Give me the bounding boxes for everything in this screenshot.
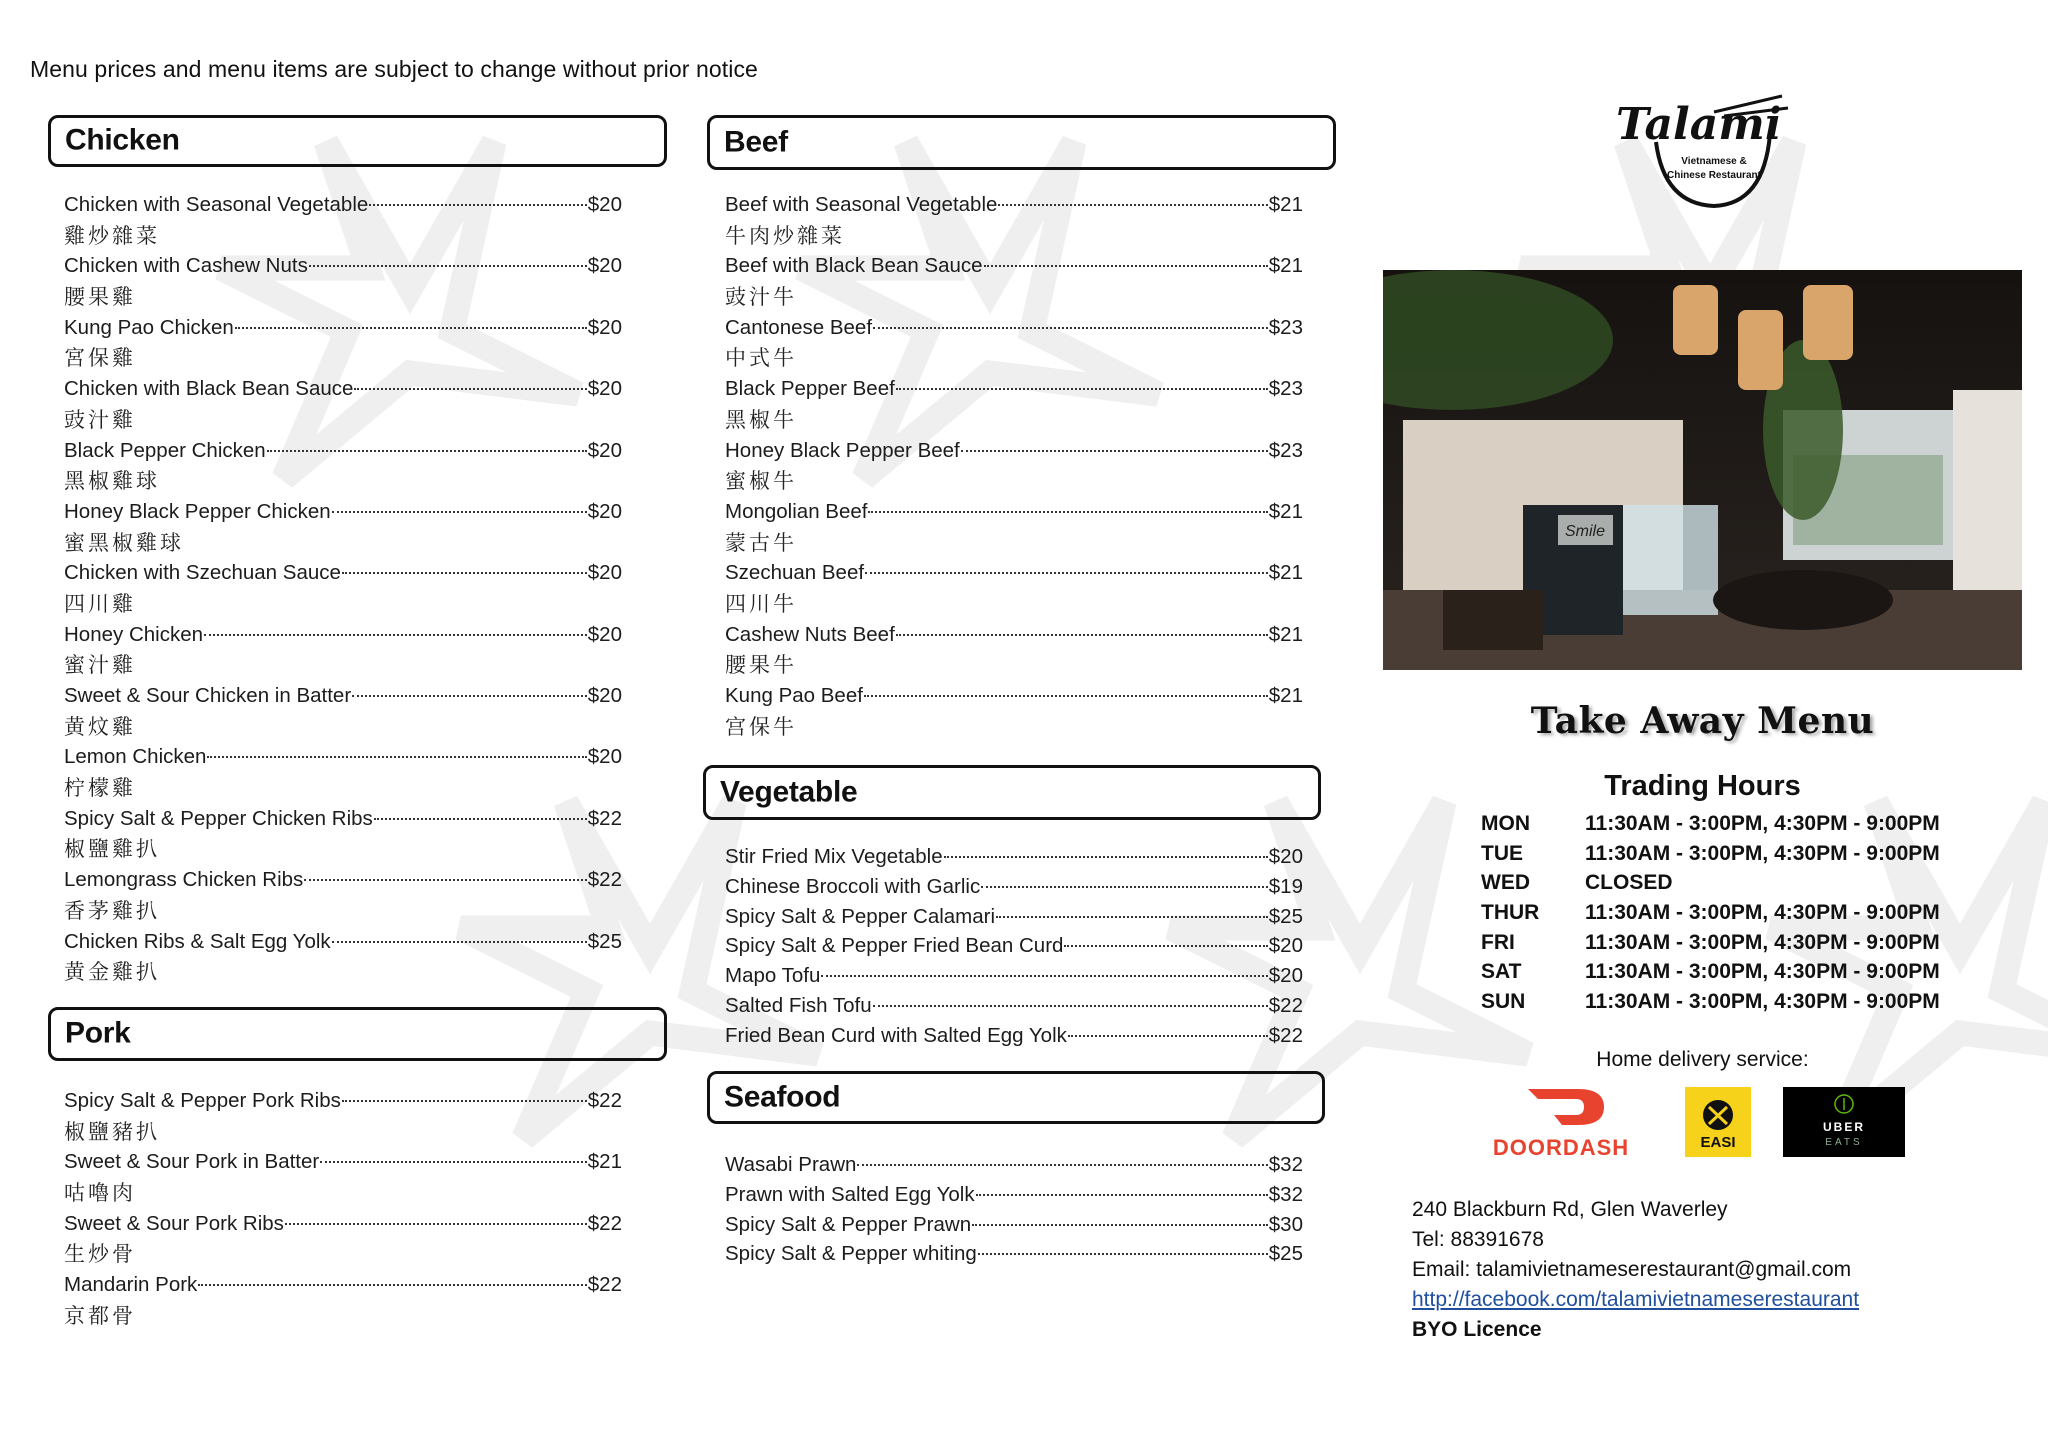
menu-item-row xyxy=(725,931,1303,961)
dot-leader xyxy=(981,885,1268,888)
dot-leader xyxy=(285,1222,587,1225)
menu-item xyxy=(64,742,622,803)
dot-leader xyxy=(204,633,587,636)
restaurant-interior-photo xyxy=(1383,270,2022,670)
menu-item xyxy=(725,1239,1303,1269)
menu-item xyxy=(725,190,1303,251)
item-price: $20 xyxy=(587,315,622,339)
menu-item-row xyxy=(725,620,1303,651)
item-name: Black Pepper Beef xyxy=(725,377,895,401)
dot-leader xyxy=(865,571,1268,574)
item-chinese-name: 四川雞 xyxy=(64,591,136,616)
item-price: $20 xyxy=(587,193,622,216)
menu-item xyxy=(725,931,1303,961)
svg-text:Smile: Smile xyxy=(1564,523,1606,540)
address: 240 Blackburn Rd, Glen Waverley xyxy=(1412,1198,1728,1221)
chicken-item-list xyxy=(64,190,622,988)
dot-leader xyxy=(896,633,1268,636)
item-chinese-name: 腰果牛 xyxy=(725,653,797,678)
uber-eats-icon xyxy=(1783,1087,1905,1157)
item-chinese-name: 香茅雞扒 xyxy=(64,898,160,923)
section-header-seafood xyxy=(707,1071,1325,1124)
take-away-menu-title: Take Away Menu xyxy=(1530,700,1875,742)
item-name: Lemongrass Chicken Ribs xyxy=(64,868,304,892)
pork-item-list xyxy=(64,1086,622,1332)
dot-leader xyxy=(198,1283,586,1286)
menu-item-row xyxy=(725,872,1303,902)
menu-item-row xyxy=(64,190,622,221)
item-price: $23 xyxy=(1268,438,1303,462)
item-price: $25 xyxy=(1268,904,1303,928)
item-name: Honey Black Pepper Beef xyxy=(725,438,960,462)
dot-leader xyxy=(304,878,587,881)
price-change-notice: Menu prices and menu items are subject to change without prior notice xyxy=(30,56,758,82)
menu-item xyxy=(725,313,1303,374)
item-price: $21 xyxy=(587,1150,622,1174)
item-price: $21 xyxy=(1268,561,1303,585)
menu-item-row xyxy=(64,1270,622,1301)
item-chinese-name: 黄炆雞 xyxy=(64,714,136,739)
item-price: $22 xyxy=(587,1273,622,1297)
menu-item-row xyxy=(725,1021,1303,1051)
item-chinese-name: 雞炒雜菜 xyxy=(64,223,160,248)
item-price: $20 xyxy=(587,254,622,278)
section-title: Seafood xyxy=(724,1079,841,1113)
hours-row-sat xyxy=(1481,957,1940,987)
item-name: Stir Fried Mix Vegetable xyxy=(725,845,943,868)
menu-item xyxy=(725,436,1303,497)
menu-item xyxy=(725,497,1303,558)
menu-item-row xyxy=(64,1209,622,1240)
item-chinese-name: 蒙古牛 xyxy=(725,530,797,555)
item-name: Sweet & Sour Chicken in Batter xyxy=(64,684,352,707)
item-name: Mandarin Pork xyxy=(64,1273,198,1297)
menu-item xyxy=(725,558,1303,619)
item-name: Sweet & Sour Pork in Batter xyxy=(64,1150,320,1174)
menu-item-row xyxy=(725,902,1303,932)
hours-value: 11:30AM - 3:00PM, 4:30PM - 9:00PM xyxy=(1585,901,1940,925)
item-chinese-name: 蜜汁雞 xyxy=(64,653,136,678)
dot-leader xyxy=(369,203,586,206)
talami-logo xyxy=(1604,94,1790,210)
dot-leader xyxy=(996,915,1268,918)
item-price: $32 xyxy=(1268,1182,1303,1206)
menu-item xyxy=(64,1147,622,1208)
item-name: Chicken Ribs & Salt Egg Yolk xyxy=(64,929,331,953)
doordash-logo[interactable] xyxy=(1486,1087,1636,1159)
menu-item xyxy=(725,842,1303,872)
item-price: $21 xyxy=(1268,684,1303,707)
dot-leader xyxy=(235,326,587,329)
item-name: Chicken with Seasonal Vegetable xyxy=(64,193,369,216)
menu-item xyxy=(725,1150,1303,1180)
section-title: Pork xyxy=(65,1016,131,1050)
day-label: SAT xyxy=(1481,960,1522,984)
item-price: $19 xyxy=(1268,874,1303,898)
item-price: $21 xyxy=(1268,193,1303,216)
dot-leader xyxy=(342,1099,587,1102)
item-chinese-name: 咕嚕肉 xyxy=(64,1181,136,1206)
menu-item-row xyxy=(64,1147,622,1178)
item-chinese-name: 蜜椒牛 xyxy=(725,469,797,494)
item-name: Kung Pao Beef xyxy=(725,684,863,707)
item-price: $20 xyxy=(587,622,622,646)
menu-item xyxy=(725,1210,1303,1240)
item-name: Kung Pao Chicken xyxy=(64,315,234,339)
item-chinese-name: 柠檬雞 xyxy=(64,776,136,801)
item-price: $22 xyxy=(587,1211,622,1235)
menu-item-row xyxy=(725,190,1303,221)
hours-value: 11:30AM - 3:00PM, 4:30PM - 9:00PM xyxy=(1585,812,1940,835)
menu-item-row xyxy=(725,1239,1303,1269)
menu-item-row xyxy=(725,251,1303,282)
menu-item-row xyxy=(725,497,1303,528)
item-name: Spicy Salt & Pepper Prawn xyxy=(725,1212,972,1236)
menu-item xyxy=(725,681,1303,742)
section-header-vegetable xyxy=(703,765,1321,820)
item-price: $21 xyxy=(1268,499,1303,523)
item-name: Honey Black Pepper Chicken xyxy=(64,499,331,523)
item-name: Fried Bean Curd with Salted Egg Yolk xyxy=(725,1023,1067,1047)
section-header-beef xyxy=(707,115,1336,170)
menu-item xyxy=(64,436,622,497)
item-price: $30 xyxy=(1268,1212,1303,1236)
menu-item-row xyxy=(725,681,1303,712)
menu-item xyxy=(725,374,1303,435)
item-price: $20 xyxy=(1268,934,1303,958)
menu-item xyxy=(64,1270,622,1331)
item-price: $22 xyxy=(1268,1023,1303,1047)
hours-row-fri xyxy=(1481,928,1940,958)
item-chinese-name: 宮保雞 xyxy=(64,346,136,371)
menu-item-row xyxy=(725,842,1303,872)
svg-text:UBER: UBER xyxy=(1822,1120,1866,1134)
menu-item xyxy=(64,804,622,865)
item-name: Lemon Chicken xyxy=(64,745,207,769)
item-name: Chicken with Black Bean Sauce xyxy=(64,377,354,401)
item-name: Cantonese Beef xyxy=(725,315,873,339)
menu-item xyxy=(64,1209,622,1270)
item-name: Chicken with Cashew Nuts xyxy=(64,254,308,278)
dot-leader xyxy=(320,1160,587,1163)
menu-item xyxy=(64,681,622,742)
menu-item xyxy=(725,991,1303,1021)
easi-icon xyxy=(1685,1087,1751,1157)
menu-item xyxy=(64,251,622,312)
menu-item-row xyxy=(64,374,622,405)
item-chinese-name: 腰果雞 xyxy=(64,285,136,310)
item-name: Honey Chicken xyxy=(64,622,204,646)
seafood-item-list xyxy=(725,1150,1303,1269)
dot-leader xyxy=(1068,1034,1268,1037)
item-name: Spicy Salt & Pepper Fried Bean Curd xyxy=(725,934,1064,958)
dot-leader xyxy=(978,1252,1268,1255)
dot-leader xyxy=(998,203,1267,206)
day-label: TUE xyxy=(1481,841,1523,865)
menu-item-row xyxy=(64,620,622,651)
item-chinese-name: 中式牛 xyxy=(725,346,797,371)
item-name: Mongolian Beef xyxy=(725,499,868,523)
item-chinese-name: 宫保牛 xyxy=(725,714,797,739)
item-chinese-name: 生炒骨 xyxy=(64,1242,136,1267)
svg-text:Chinese Restaurant: Chinese Restaurant xyxy=(1667,170,1761,181)
svg-text:EATS: EATS xyxy=(1825,1137,1863,1148)
item-name: Spicy Salt & Pepper whiting xyxy=(725,1242,977,1266)
item-price: $20 xyxy=(1268,845,1303,868)
menu-item-row xyxy=(64,558,622,589)
trading-hours-table xyxy=(1481,809,1940,1017)
menu-item xyxy=(725,1021,1303,1051)
item-price: $21 xyxy=(1268,254,1303,278)
trading-hours-title: Trading Hours xyxy=(1604,770,1801,802)
item-name: Prawn with Salted Egg Yolk xyxy=(725,1182,975,1206)
menu-item-row xyxy=(64,681,622,712)
menu-item-row xyxy=(725,1180,1303,1210)
item-price: $22 xyxy=(587,806,622,830)
menu-item-row xyxy=(725,436,1303,467)
dot-leader xyxy=(374,817,587,820)
menu-item xyxy=(725,620,1303,681)
dot-leader xyxy=(207,755,586,758)
dot-leader xyxy=(944,855,1268,858)
contact-info xyxy=(1412,1195,1859,1345)
vegetable-item-list xyxy=(725,842,1303,1051)
menu-item-row xyxy=(64,436,622,467)
menu-item-row xyxy=(64,865,622,896)
item-price: $20 xyxy=(587,377,622,401)
dot-leader xyxy=(267,449,587,452)
dot-leader xyxy=(857,1163,1267,1166)
item-price: $20 xyxy=(587,684,622,707)
menu-item-row xyxy=(64,1086,622,1117)
hours-value: CLOSED xyxy=(1585,871,1673,895)
section-title: Chicken xyxy=(65,123,180,157)
dot-leader xyxy=(984,264,1268,267)
item-name: Black Pepper Chicken xyxy=(64,438,266,462)
item-name: Salted Fish Tofu xyxy=(725,993,872,1017)
menu-item-row xyxy=(725,1210,1303,1240)
menu-item xyxy=(64,927,622,988)
item-chinese-name: 四川牛 xyxy=(725,591,797,616)
menu-item xyxy=(725,251,1303,312)
menu-item-row xyxy=(725,961,1303,991)
dot-leader xyxy=(309,264,587,267)
hours-row-mon xyxy=(1481,809,1940,839)
svg-text:DOORDASH: DOORDASH xyxy=(1492,1135,1630,1159)
item-chinese-name: 椒鹽豬扒 xyxy=(64,1119,160,1144)
item-chinese-name: 黑椒雞球 xyxy=(64,469,160,494)
menu-item-row xyxy=(64,313,622,344)
item-name: Szechuan Beef xyxy=(725,561,865,585)
day-label: MON xyxy=(1481,812,1530,835)
dot-leader xyxy=(332,510,587,513)
item-name: Spicy Salt & Pepper Chicken Ribs xyxy=(64,806,373,830)
dot-leader xyxy=(976,1193,1268,1196)
item-name: Spicy Salt & Pepper Calamari xyxy=(725,904,996,928)
day-label: FRI xyxy=(1481,930,1515,954)
item-price: $23 xyxy=(1268,315,1303,339)
menu-item xyxy=(64,620,622,681)
dot-leader xyxy=(354,387,586,390)
item-name: Sweet & Sour Pork Ribs xyxy=(64,1211,284,1235)
item-price: $22 xyxy=(1268,993,1303,1017)
item-chinese-name: 椒鹽雞扒 xyxy=(64,837,160,862)
item-price: $20 xyxy=(587,438,622,462)
dot-leader xyxy=(873,1004,1268,1007)
section-header-pork xyxy=(48,1007,667,1061)
dot-leader xyxy=(1064,944,1267,947)
menu-item xyxy=(64,1086,622,1147)
menu-item-row xyxy=(64,927,622,958)
item-price: $25 xyxy=(1268,1242,1303,1266)
day-label: WED xyxy=(1481,871,1530,895)
menu-item-row xyxy=(64,742,622,773)
hours-value: 11:30AM - 3:00PM, 4:30PM - 9:00PM xyxy=(1585,990,1940,1014)
day-label: THUR xyxy=(1481,901,1540,925)
item-chinese-name: 蜜黑椒雞球 xyxy=(64,530,184,555)
item-price: $20 xyxy=(587,499,622,523)
hours-row-thur xyxy=(1481,898,1940,928)
item-price: $22 xyxy=(587,1089,622,1112)
menu-item-row xyxy=(64,251,622,282)
dot-leader xyxy=(821,974,1267,977)
item-price: $32 xyxy=(1268,1153,1303,1176)
section-header-chicken xyxy=(48,115,667,167)
menu-item-row xyxy=(725,374,1303,405)
menu-item xyxy=(725,961,1303,991)
hours-value: 11:30AM - 3:00PM, 4:30PM - 9:00PM xyxy=(1585,841,1940,865)
svg-text:Vietnamese &: Vietnamese & xyxy=(1681,156,1747,167)
email: Email: talamivietnameserestaurant@gmail.com xyxy=(1412,1258,1852,1281)
telephone: Tel: 88391678 xyxy=(1412,1228,1544,1251)
uber-eats-logo[interactable] xyxy=(1783,1087,1905,1157)
item-price: $20 xyxy=(587,561,622,585)
item-name: Beef with Seasonal Vegetable xyxy=(725,193,998,216)
menu-item xyxy=(64,497,622,558)
hours-row-tue xyxy=(1481,839,1940,869)
dot-leader xyxy=(873,326,1268,329)
menu-item-row xyxy=(725,313,1303,344)
item-name: Beef with Black Bean Sauce xyxy=(725,254,983,278)
item-name: Wasabi Prawn xyxy=(725,1153,857,1176)
section-title: Beef xyxy=(724,124,788,158)
menu-item xyxy=(64,865,622,926)
dot-leader xyxy=(332,940,587,943)
item-chinese-name: 豉汁牛 xyxy=(725,285,797,310)
byo-licence: BYO Licence xyxy=(1412,1318,1542,1341)
menu-item-row xyxy=(725,991,1303,1021)
facebook-link[interactable]: http://facebook.com/talamivietnameserestaurant xyxy=(1412,1288,1860,1311)
item-price: $20 xyxy=(587,745,622,769)
item-price: $22 xyxy=(587,868,622,892)
menu-item xyxy=(64,374,622,435)
menu-item-row xyxy=(725,1150,1303,1180)
svg-text:Talami: Talami xyxy=(1616,99,1782,150)
item-name: Cashew Nuts Beef xyxy=(725,622,895,646)
menu-item xyxy=(725,1180,1303,1210)
easi-logo[interactable] xyxy=(1685,1087,1751,1157)
item-chinese-name: 黑椒牛 xyxy=(725,407,797,432)
item-chinese-name: 牛肉炒雜菜 xyxy=(725,223,845,248)
doordash-icon xyxy=(1486,1087,1636,1159)
menu-item-row xyxy=(64,804,622,835)
item-price: $20 xyxy=(1268,964,1303,988)
item-name: Chinese Broccoli with Garlic xyxy=(725,874,981,898)
menu-item xyxy=(64,190,622,251)
item-chinese-name: 豉汁雞 xyxy=(64,407,136,432)
menu-item xyxy=(725,902,1303,932)
dot-leader xyxy=(864,694,1268,697)
menu-item-row xyxy=(64,497,622,528)
beef-item-list xyxy=(725,190,1303,742)
menu-item xyxy=(64,313,622,374)
item-name: Chicken with Szechuan Sauce xyxy=(64,561,341,585)
item-price: $21 xyxy=(1268,622,1303,646)
menu-item xyxy=(64,558,622,619)
item-chinese-name: 黄金雞扒 xyxy=(64,960,160,985)
section-title: Vegetable xyxy=(720,774,858,808)
dot-leader xyxy=(868,510,1267,513)
hours-row-sun xyxy=(1481,987,1940,1017)
item-name: Spicy Salt & Pepper Pork Ribs xyxy=(64,1089,341,1112)
dot-leader xyxy=(972,1223,1268,1226)
hours-value: 11:30AM - 3:00PM, 4:30PM - 9:00PM xyxy=(1585,960,1940,984)
svg-text:EASI: EASI xyxy=(1700,1134,1736,1151)
hours-row-wed xyxy=(1481,868,1940,898)
home-delivery-label: Home delivery service: xyxy=(1596,1048,1809,1071)
dot-leader xyxy=(352,694,587,697)
item-price: $25 xyxy=(587,929,622,953)
day-label: SUN xyxy=(1481,990,1526,1014)
item-name: Mapo Tofu xyxy=(725,964,821,988)
item-chinese-name: 京都骨 xyxy=(64,1303,136,1328)
menu-item-row xyxy=(725,558,1303,589)
menu-item xyxy=(725,872,1303,902)
hours-value: 11:30AM - 3:00PM, 4:30PM - 9:00PM xyxy=(1585,930,1940,954)
dot-leader xyxy=(961,449,1268,452)
dot-leader xyxy=(342,571,587,574)
dot-leader xyxy=(896,387,1268,390)
item-price: $23 xyxy=(1268,377,1303,401)
